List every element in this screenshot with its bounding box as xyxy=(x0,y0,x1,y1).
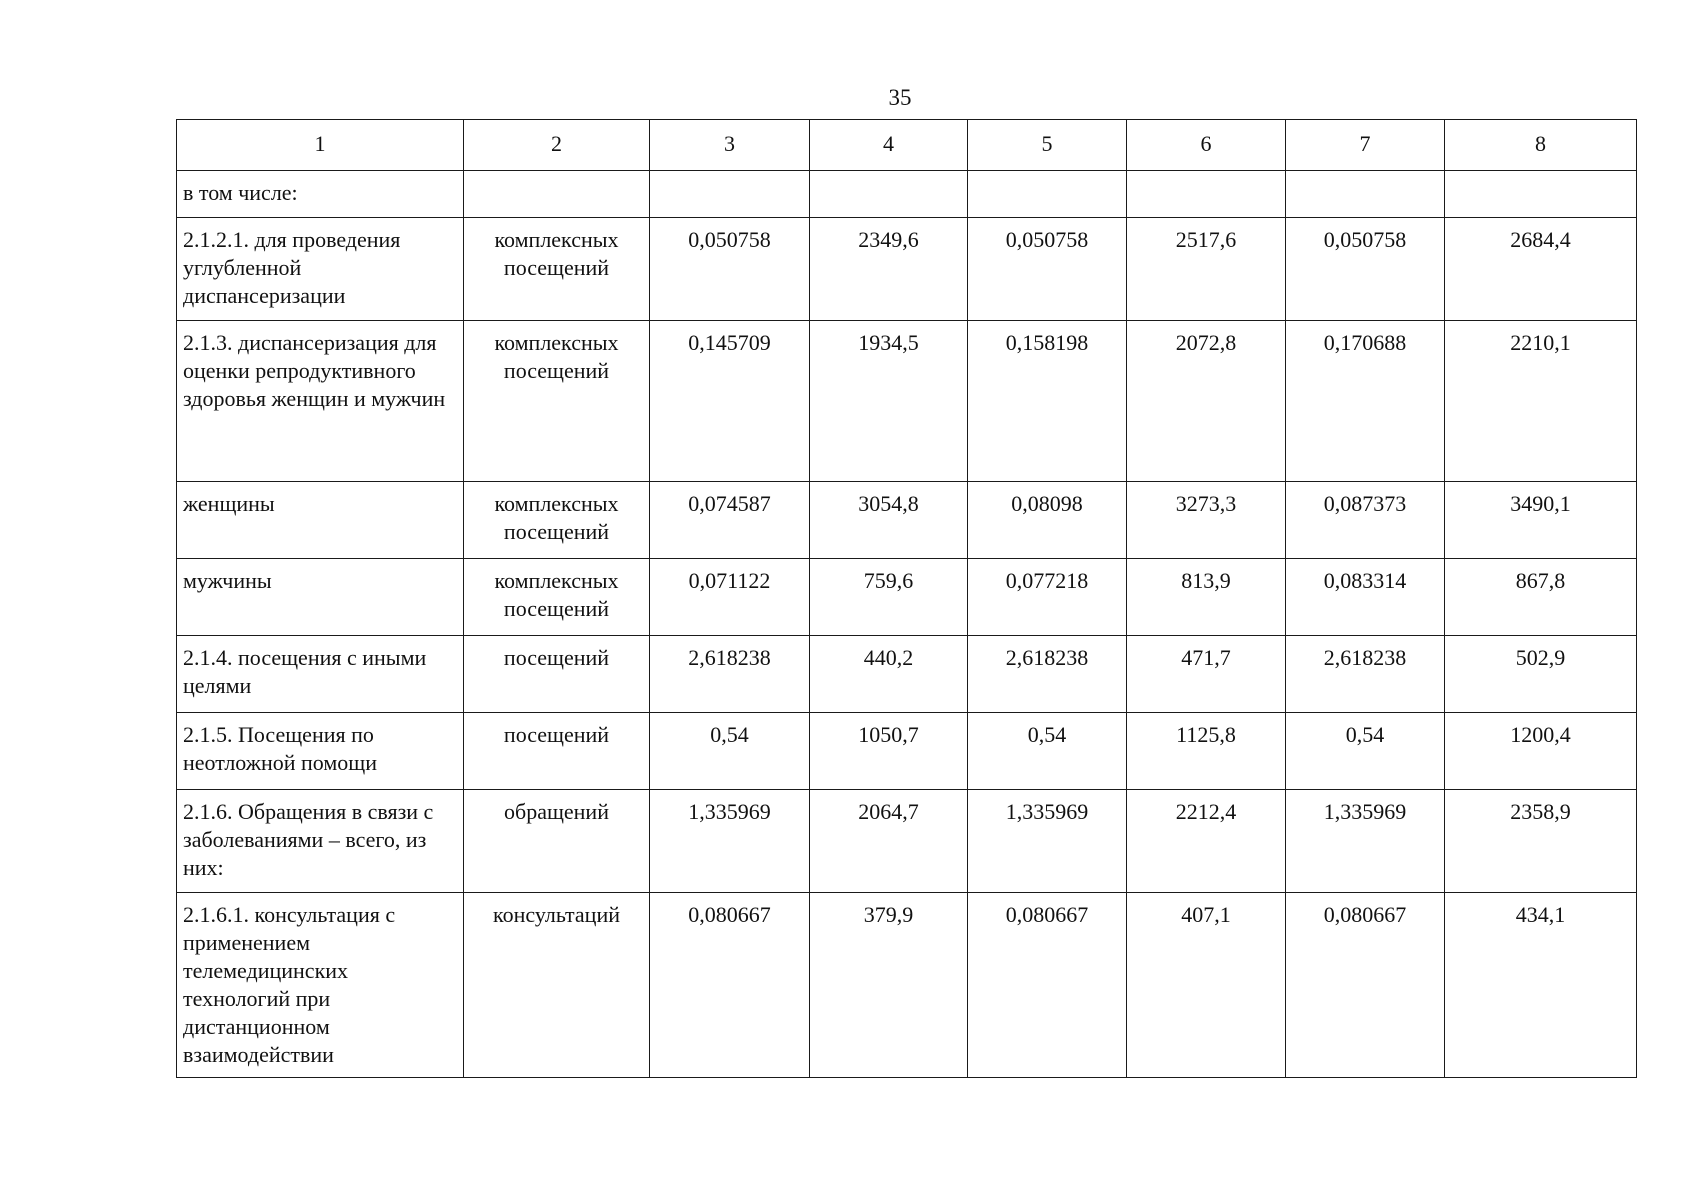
table-row xyxy=(177,218,1637,321)
cell-value: 0,54 xyxy=(650,713,810,790)
row-unit: комплексных посещений xyxy=(464,218,650,321)
cell-value: 0,158198 xyxy=(968,321,1127,482)
table-row xyxy=(177,636,1637,713)
cell-value: 0,080667 xyxy=(650,893,810,1078)
column-header: 2 xyxy=(464,120,650,171)
cell-value: 2358,9 xyxy=(1445,790,1637,893)
row-name: мужчины xyxy=(177,559,464,636)
row-unit: посещений xyxy=(464,636,650,713)
cell-value xyxy=(810,171,968,218)
cell-value: 0,087373 xyxy=(1286,482,1445,559)
row-name: 2.1.6. Обращения в связи с заболеваниями – всего, из них: xyxy=(177,790,464,893)
row-unit: комплексных посещений xyxy=(464,559,650,636)
cell-value: 1,335969 xyxy=(650,790,810,893)
row-name: 2.1.3. диспансеризация для оценки репродуктивного здоровья женщин и мужчин xyxy=(177,321,464,482)
table-row xyxy=(177,171,1637,218)
table-row xyxy=(177,482,1637,559)
cell-value: 379,9 xyxy=(810,893,968,1078)
table-row xyxy=(177,790,1637,893)
cell-value: 3490,1 xyxy=(1445,482,1637,559)
cell-value: 0,08098 xyxy=(968,482,1127,559)
cell-value: 3273,3 xyxy=(1127,482,1286,559)
cell-value: 1200,4 xyxy=(1445,713,1637,790)
cell-value: 0,170688 xyxy=(1286,321,1445,482)
row-unit: комплексных посещений xyxy=(464,482,650,559)
cell-value: 502,9 xyxy=(1445,636,1637,713)
cell-value: 0,074587 xyxy=(650,482,810,559)
column-header: 4 xyxy=(810,120,968,171)
cell-value: 2349,6 xyxy=(810,218,968,321)
cell-value: 1934,5 xyxy=(810,321,968,482)
cell-value xyxy=(650,171,810,218)
cell-value: 2212,4 xyxy=(1127,790,1286,893)
row-unit: консультаций xyxy=(464,893,650,1078)
cell-value: 2064,7 xyxy=(810,790,968,893)
data-table xyxy=(176,119,1637,1078)
row-name: 2.1.6.1. консультация с применением телемедицинских технологий при дистанционном взаимодействии xyxy=(177,893,464,1078)
cell-value: 759,6 xyxy=(810,559,968,636)
column-header: 5 xyxy=(968,120,1127,171)
cell-value: 0,145709 xyxy=(650,321,810,482)
cell-value: 0,050758 xyxy=(650,218,810,321)
cell-value: 2210,1 xyxy=(1445,321,1637,482)
cell-value: 867,8 xyxy=(1445,559,1637,636)
cell-value: 0,54 xyxy=(1286,713,1445,790)
table-row xyxy=(177,321,1637,482)
column-header: 1 xyxy=(177,120,464,171)
cell-value: 0,080667 xyxy=(968,893,1127,1078)
cell-value: 434,1 xyxy=(1445,893,1637,1078)
row-name: в том числе: xyxy=(177,171,464,218)
cell-value: 1,335969 xyxy=(1286,790,1445,893)
cell-value: 0,080667 xyxy=(1286,893,1445,1078)
table-header-row xyxy=(177,120,1637,171)
cell-value: 0,083314 xyxy=(1286,559,1445,636)
column-header: 3 xyxy=(650,120,810,171)
cell-value xyxy=(1286,171,1445,218)
cell-value: 813,9 xyxy=(1127,559,1286,636)
column-header: 7 xyxy=(1286,120,1445,171)
cell-value: 2072,8 xyxy=(1127,321,1286,482)
cell-value: 2684,4 xyxy=(1445,218,1637,321)
row-name: женщины xyxy=(177,482,464,559)
row-unit: обращений xyxy=(464,790,650,893)
column-header: 8 xyxy=(1445,120,1637,171)
cell-value: 2,618238 xyxy=(968,636,1127,713)
cell-value: 0,54 xyxy=(968,713,1127,790)
cell-value: 3054,8 xyxy=(810,482,968,559)
row-unit: комплексных посещений xyxy=(464,321,650,482)
cell-value: 1,335969 xyxy=(968,790,1127,893)
table-row xyxy=(177,559,1637,636)
cell-value: 0,050758 xyxy=(1286,218,1445,321)
cell-value: 407,1 xyxy=(1127,893,1286,1078)
cell-value xyxy=(1127,171,1286,218)
row-unit xyxy=(464,171,650,218)
cell-value: 1125,8 xyxy=(1127,713,1286,790)
cell-value: 0,071122 xyxy=(650,559,810,636)
cell-value: 0,050758 xyxy=(968,218,1127,321)
cell-value: 2,618238 xyxy=(1286,636,1445,713)
row-name: 2.1.5. Посещения по неотложной помощи xyxy=(177,713,464,790)
table-row xyxy=(177,713,1637,790)
cell-value: 440,2 xyxy=(810,636,968,713)
table-row xyxy=(177,893,1637,1078)
cell-value: 2517,6 xyxy=(1127,218,1286,321)
cell-value: 2,618238 xyxy=(650,636,810,713)
page-number: 35 xyxy=(888,85,912,110)
cell-value: 0,077218 xyxy=(968,559,1127,636)
row-name: 2.1.4. посещения с иными целями xyxy=(177,636,464,713)
cell-value: 1050,7 xyxy=(810,713,968,790)
row-unit: посещений xyxy=(464,713,650,790)
cell-value: 471,7 xyxy=(1127,636,1286,713)
cell-value xyxy=(968,171,1127,218)
row-name: 2.1.2.1. для проведения углубленной диспансеризации xyxy=(177,218,464,321)
cell-value xyxy=(1445,171,1637,218)
column-header: 6 xyxy=(1127,120,1286,171)
